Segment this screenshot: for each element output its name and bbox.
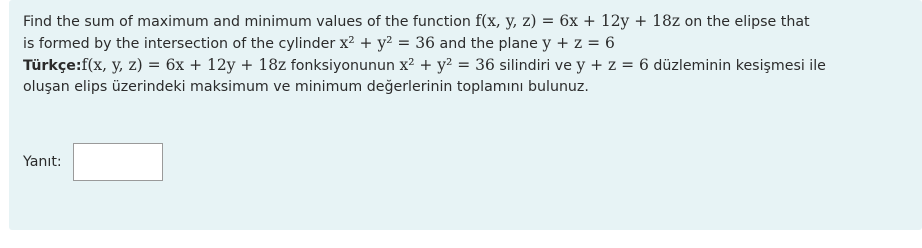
question-text-segment: oluşan elips üzerindeki maksimum ve minimum değerlerinin toplamını bulunuz. <box>23 79 589 95</box>
function-formula-tr: f(x, y, z) = 6x + 12y + 18z <box>81 56 287 74</box>
question-text-segment: is formed by the intersection of the cylinder <box>23 36 340 52</box>
question-text-segment: Find the sum of maximum and minimum values of the function <box>23 14 476 30</box>
question-line-3 <box>23 55 903 77</box>
function-formula: f(x, y, z) = 6x + 12y + 18z <box>475 12 681 30</box>
turkish-label: Türkçe: <box>23 58 82 74</box>
question-text-segment: fonksiyonunun <box>286 58 400 74</box>
answer-input[interactable] <box>73 143 163 181</box>
plane-formula-tr: y + z = 6 <box>576 56 649 74</box>
answer-row <box>23 143 163 181</box>
question-text-segment: silindiri ve <box>494 58 577 74</box>
question-text-segment: düzleminin kesişmesi ile <box>648 58 826 74</box>
cylinder-formula-tr: x² + y² = 36 <box>399 56 495 74</box>
question-text-segment: and the plane <box>435 36 543 52</box>
cylinder-formula: x² + y² = 36 <box>339 34 436 52</box>
question-text <box>23 11 903 98</box>
question-text-segment: on the elipse that <box>680 14 810 30</box>
question-line-1 <box>23 11 903 33</box>
question-line-2 <box>23 33 903 55</box>
plane-formula: y + z = 6 <box>542 34 615 52</box>
answer-label: Yanıt: <box>23 154 62 170</box>
question-line-4 <box>23 77 903 98</box>
question-panel <box>9 0 922 230</box>
